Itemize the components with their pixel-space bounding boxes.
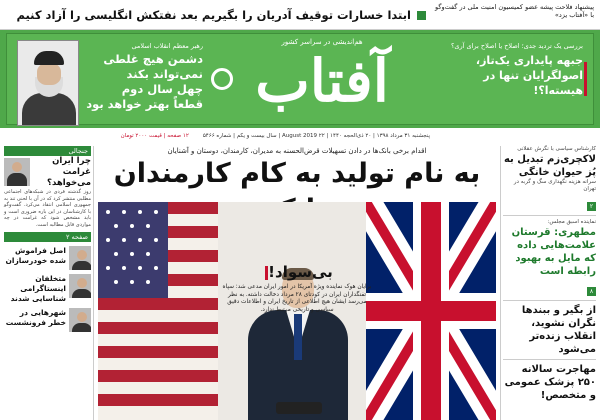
left-story-row[interactable] — [4, 246, 91, 270]
masthead-right-kicker: بررسی یک تردید جدی؛ اصلاح یا اصلاح برای آری؟ — [450, 42, 583, 50]
microphones — [276, 402, 322, 414]
uk-flag-icon — [366, 202, 496, 420]
right-kicker: کارشناس سیاسی با نگرش عقلانی — [517, 146, 596, 152]
right-story-2[interactable] — [503, 219, 596, 297]
masthead-right-story[interactable] — [433, 42, 583, 98]
leader-quote-line: چهل سال دوم — [121, 82, 203, 96]
right-headline: مطهری: قرستان علامت‌هایی داده که مایل به بهبود رابطه است — [511, 227, 596, 277]
logo-kicker: هم‌اندیشی در سراسر کشور — [281, 38, 363, 46]
leader-photo — [17, 40, 79, 126]
us-flag-icon — [98, 202, 218, 420]
accent-bar — [584, 62, 587, 96]
top-strip — [0, 0, 600, 30]
right-column — [500, 146, 596, 420]
left-story-text: روز گذشته فردی در شبکه‌های اجتماعی مطلبی منتشر کرد که در آن با لحنی تند به جمهوری اسلامی انتقاد می‌کرد. گفت‌وگو با کارشناسان در این باره ضروری است و باید مشخص شود که غرامت در چه مواردی قابل مطالبه است. — [4, 189, 91, 228]
dateline-text: پنجشنبه ۳۱ مرداد ۱۳۹۸ | ۲۰ ذی‌الحجه ۱۴۴۰ | ۲۲ August 2019 | سال بیست و یکم | شماره ۵۴۶۶ — [202, 133, 430, 139]
top-headline-text: ابتدا خسارات توقیف آدریان را بگیریم بعد نفتکش انگلیسی را آزاد کنیم — [16, 8, 411, 22]
left-story-row[interactable] — [4, 308, 91, 332]
sun-icon — [211, 68, 233, 90]
main-story[interactable] — [98, 146, 496, 420]
left-row-headline: شهرهایی در خطر فرونشست — [5, 308, 66, 327]
leader-quote-line: دشمن هیچ غلطی — [103, 52, 203, 66]
page-number-badge: ۲ — [587, 202, 596, 211]
dateline-price: ۱۲ صفحه | قیمت ۲۰۰۰ تومان — [120, 133, 189, 139]
main-kicker: اقدام برخی بانک‌ها در دادن تسهیلات قرض‌الحسنه به مدیران، کارمندان، دوستان و آشنایان — [167, 147, 427, 155]
masthead-right-headline: اصولگرایان تنها در هیسته‌ا؟! — [483, 69, 583, 97]
story-photo — [69, 246, 91, 270]
right-story-4[interactable] — [503, 363, 596, 402]
masthead-panel — [6, 33, 594, 125]
masthead-right-headline: جبهه پایداری یک‌تاز، — [475, 54, 583, 67]
left-row-headline: اصل فراموش شده خودرسازان — [5, 246, 66, 265]
left-column — [4, 146, 94, 420]
page-number-badge: ۸ — [587, 287, 596, 296]
leader-quote-line: نمی‌تواند بکند — [126, 67, 203, 81]
section-label: جنجالی — [4, 146, 91, 156]
right-story-1[interactable] — [503, 146, 596, 212]
story-photo — [69, 308, 91, 332]
story-photo — [69, 274, 91, 298]
leader-quote-line: قطعاً بهتر خواهد بود — [86, 97, 203, 111]
divider — [503, 359, 596, 360]
divider — [503, 215, 596, 216]
left-story-row[interactable] — [4, 274, 91, 304]
masthead — [0, 30, 600, 128]
newspaper-logo — [207, 38, 437, 128]
right-kicker: نماینده اسبق مجلس: — [547, 219, 596, 225]
left-story-1[interactable] — [4, 156, 91, 228]
right-subtext: سرانه هزینه نگهداری سگ و گربه در تهران — [513, 179, 596, 192]
top-right-note: پیشنهاد فلاحت پیشه عضو کمیسیون امنیت ملی در گفت‌وگو با «آفتاب یزد» — [435, 3, 594, 19]
author-photo — [4, 158, 30, 186]
leader-kicker: رهبر معظم انقلاب اسلامی — [131, 42, 203, 50]
caption-title: بی‌سواد! — [222, 262, 372, 282]
divider — [503, 300, 596, 301]
left-row-headline: متخلفان اینستاگرامی شناسایی شدند — [10, 274, 66, 303]
right-headline: مهاجرت سالانه ۲۵۰ پزشک عمومی و متخصص! — [504, 364, 596, 401]
left-story-headline: چرا ایران غرامت می‌خواهد؟ — [47, 156, 91, 188]
section-label: صفحه ۲ — [4, 232, 91, 242]
logo-text: آفتاب — [255, 47, 389, 115]
main-headline: به نام تولید به کام کارمندان — [113, 158, 481, 189]
right-headline: از بگیر و ببندها نگران نشوید، انقلاب زنده‌تر می‌شود — [521, 305, 596, 355]
caption-text: برایان هوک نماینده ویژه آمریکا در امور ایران مدعی شد: سپاه تفنگداران ایران در کودتای ۲۸ مرداد دخالت داشته. به نظر می‌رسد ایشان هیچ اطلاعی از تاریخ ایران و اطلاعات دقیق سیاسی و تاریخی مرتبط ندارد. — [222, 284, 372, 313]
right-story-3[interactable] — [503, 304, 596, 356]
dateline — [0, 130, 600, 142]
main-photo — [98, 202, 496, 420]
right-headline: لاکچری‌زم تبدیل به پُز حیوان خانگی — [503, 154, 596, 178]
top-headline[interactable] — [16, 2, 426, 28]
photo-caption[interactable] — [222, 262, 372, 314]
bullet-square-icon — [417, 11, 426, 20]
leader-quote[interactable] — [83, 42, 203, 112]
